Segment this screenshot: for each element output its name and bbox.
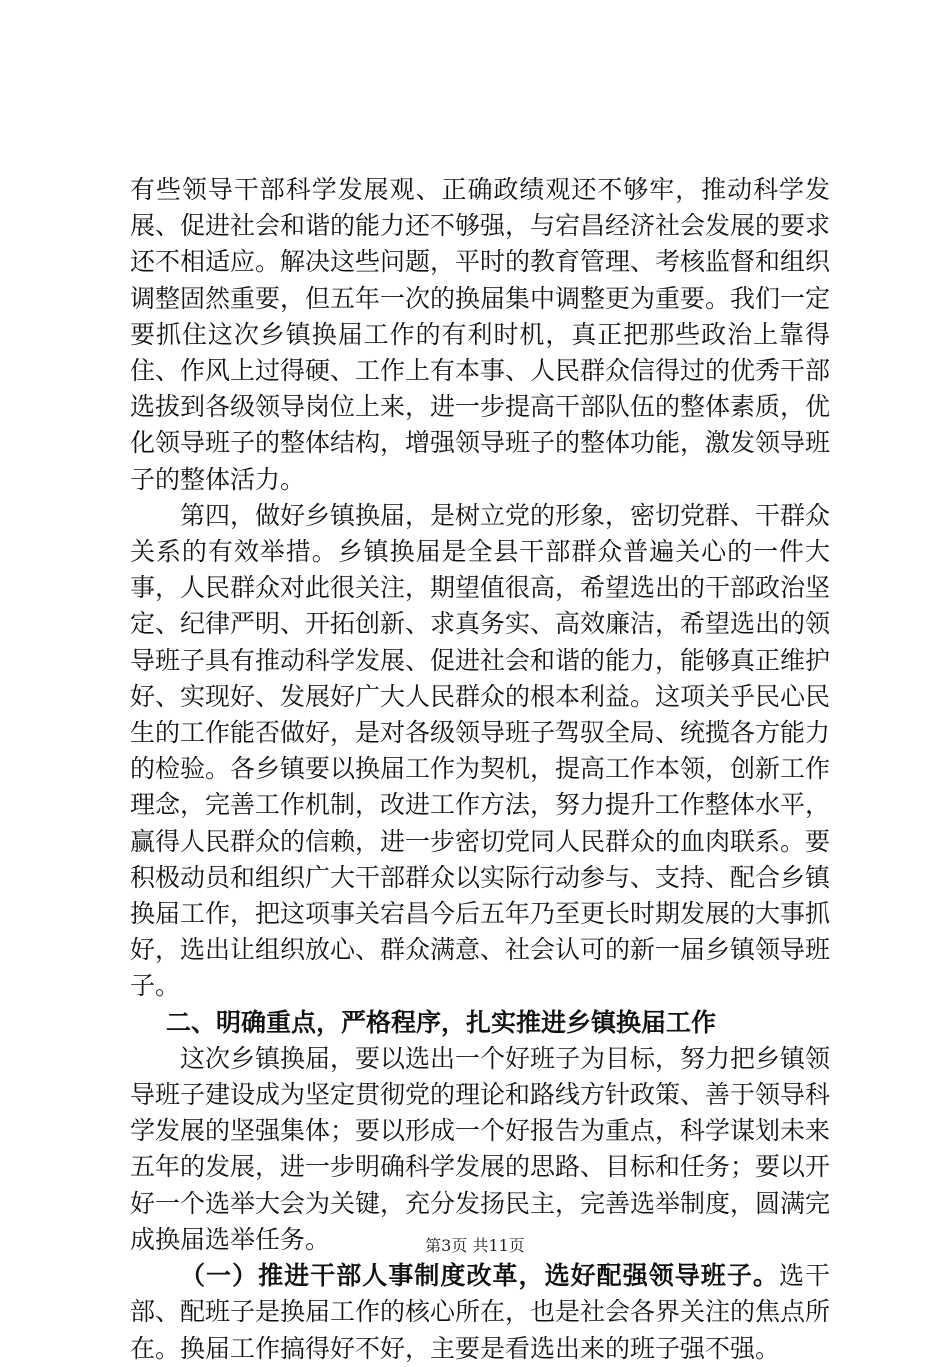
section-heading: 二、明确重点，严格程序，扎实推进乡镇换届工作 [166, 1007, 717, 1037]
paragraph-fourth-point: 第四，做好乡镇换届，是树立党的形象，密切党群、干群众关系的有效举措。乡镇换届是全县干部群众普遍关心的一件大事，人民群众对此很关注，期望值很高，希望选出的干部政治坚定、纪律严明、开拓创新、求真务实、高效廉洁，希望选出的领导班子具有推动科学发展、促进社会和谐的能力，能够真正维护好、实现好、发展好广大人民群众的根本利益。这项关乎民心民生的工作能否做好，是对各级领导班子驾驭全局、统揽各方能力的检验。各乡镇要以换届工作为契机，提高工作本领，创新工作理念，完善工作机制，改进工作方法，努力提升工作整体水平，赢得人民群众的信赖，进一步密切党同人民群众的血肉联系。要积极动员和组织广大干部群众以实际行动参与、支持、配合乡镇换届工作，把这项事关宕昌今后五年乃至更长时期发展的大事抓好，选出让组织放心、群众满意、社会认可的新一届乡镇领导班子。 [130, 500, 831, 1001]
page-indicator: 第3页 共11页 [425, 1236, 525, 1255]
subsection-text: 选干部、配班子是换届工作的核心所在，也是社会各界关注的焦点所在。换届工作搞得好不好，主要是看选出来的班子强不强。 [130, 1261, 831, 1363]
document-body [130, 172, 830, 1367]
subsection-lead-in: （一）推进干部人事制度改革，选好配强领导班子。 [180, 1261, 779, 1291]
paragraph-continued: 有些领导干部科学发展观、正确政绩观还不够牢，推动科学发展、促进社会和谐的能力还不够强，与宕昌经济社会发展的要求还不相适应。解决这些问题，平时的教育管理、考核监督和组织调整固然重要，但五年一次的换届集中调整更为重要。我们一定要抓住这次乡镇换届工作的有利时机，真正把那些政治上靠得住、作风上过得硬、工作上有本事、人民群众信得过的优秀干部选拔到各级领导岗位上来，进一步提高干部队伍的整体素质，优化领导班子的整体结构，增强领导班子的整体功能，激发领导班子的整体活力。 [130, 175, 831, 494]
section-paragraph: 这次乡镇换届，要以选出一个好班子为目标，努力把乡镇领导班子建设成为坚定贯彻党的理论和路线方针政策、善于领导科学发展的坚强集体；要以形成一个好报告为重点，科学谋划未来五年的发展，进一步明确科学发展的思路、目标和任务；要以开好一个选举大会为关键，充分发扬民主，完善选举制度，圆满完成换届选举任务。 [130, 1043, 831, 1254]
subsection-paragraph [130, 1258, 830, 1367]
